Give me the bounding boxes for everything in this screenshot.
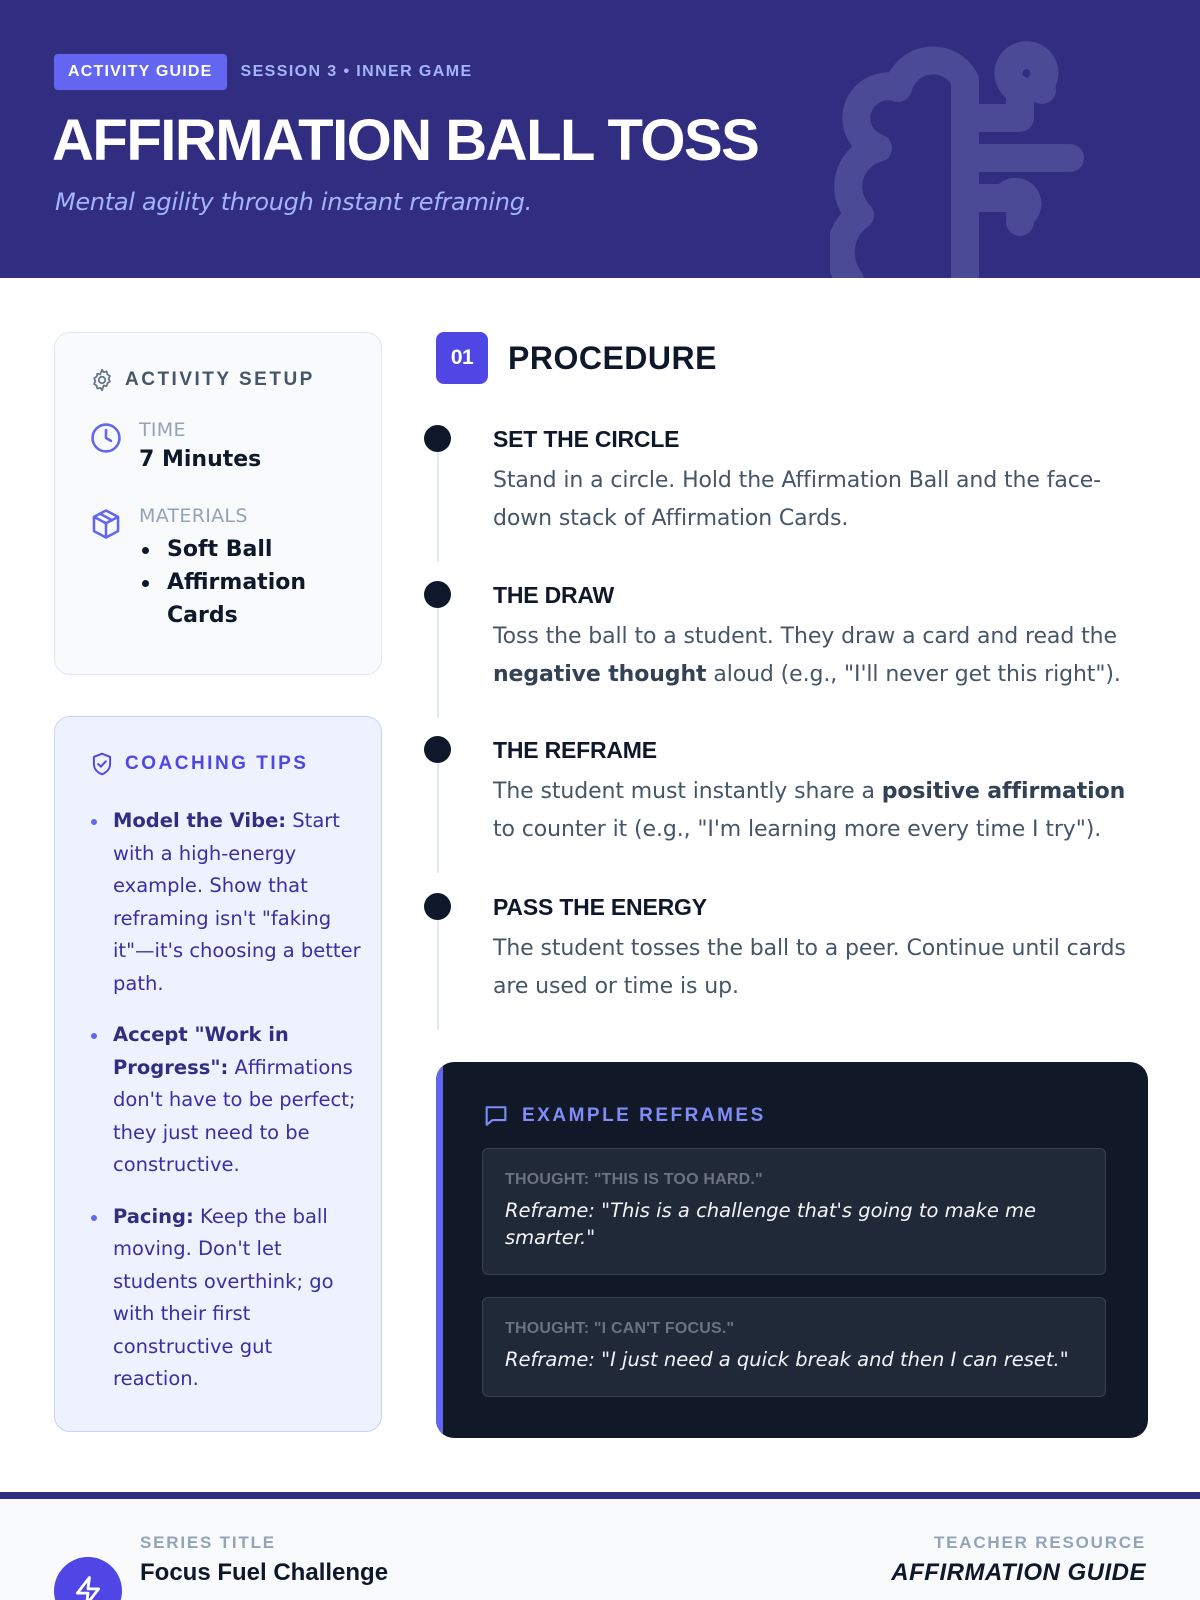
step-connector [437, 763, 439, 873]
step-body [493, 930, 1143, 1005]
resource-label: TEACHER RESOURCE [933, 1533, 1146, 1552]
tip-lead: Model the Vibe: [113, 809, 287, 832]
tip-text: Start with a high-energy example. Show that reframing isn't "faking it"—it's choosing a better path. [113, 809, 361, 995]
session-label: SESSION 3 • INNER GAME [240, 63, 473, 80]
page-subtitle: Mental agility through instant reframing. [55, 188, 532, 216]
materials-list [139, 533, 329, 632]
materials-item: Soft Ball [139, 533, 329, 566]
emphasis-text: positive affirmation [881, 779, 1126, 804]
example-thought: THOUGHT: "THIS IS TOO HARD." [505, 1171, 763, 1188]
time-row [89, 419, 261, 475]
brain-icon [830, 40, 1130, 278]
gear-icon [89, 367, 115, 393]
section-number-badge: 01 [436, 332, 488, 384]
lightning-icon-badge [54, 1557, 122, 1600]
series-label: SERIES TITLE [140, 1533, 276, 1552]
step-marker [424, 581, 451, 608]
examples-heading-label: EXAMPLE REFRAMES [522, 1105, 766, 1126]
step-body [493, 773, 1143, 848]
activity-guide-badge: ACTIVITY GUIDE [54, 54, 227, 90]
box-icon [89, 507, 123, 541]
step-title: PASS THE ENERGY [493, 894, 707, 920]
chat-bubble-icon [482, 1102, 510, 1130]
tip-text: Keep the ball moving. Don't let students overthink; go with their first constructive gut reaction. [113, 1204, 334, 1390]
step-marker [424, 893, 451, 920]
materials-label: MATERIALS [139, 505, 248, 527]
coaching-tip [91, 805, 361, 1000]
step-marker [424, 736, 451, 763]
coaching-tip [91, 1019, 361, 1182]
step-body [493, 462, 1143, 537]
lightning-icon [71, 1574, 105, 1600]
shield-check-icon [89, 751, 115, 777]
step-connector [437, 608, 439, 718]
body-text: Stand in a circle. Hold the Affirmation Ball and the face-down stack of Affirmation Cards. [493, 468, 1102, 531]
step-connector [437, 920, 439, 1030]
tip-lead: Pacing: [113, 1204, 194, 1228]
procedure-title: PROCEDURE [508, 339, 717, 376]
tip-lead: Accept "Work in Progress": [113, 1023, 289, 1079]
page-footer [0, 1492, 1200, 1600]
example-item [482, 1148, 1106, 1275]
example-reframe: Reframe: "This is a challenge that's going to make me smarter." [505, 1199, 1037, 1249]
series-block [140, 1533, 388, 1587]
step-title: SET THE CIRCLE [493, 426, 680, 452]
materials-item: Affirmation Cards [139, 566, 329, 632]
clock-icon [89, 421, 123, 455]
emphasis-text: negative thought [493, 661, 707, 687]
coaching-tips-card [54, 716, 382, 1432]
examples-heading [482, 1102, 766, 1130]
body-text: The student tosses the ball to a peer. Continue until cards are used or time is up. [493, 936, 1126, 999]
body-text: aloud (e.g., "I'll never get this right"). [706, 661, 1121, 687]
step-connector [437, 452, 439, 562]
panel-accent-bar [436, 1062, 443, 1438]
step-marker [424, 425, 451, 452]
coaching-heading [89, 751, 308, 777]
tip-text: Affirmations don't have to be perfect; they just need to be constructive. [113, 1055, 356, 1176]
example-thought: THOUGHT: "I CAN'T FOCUS." [505, 1320, 735, 1337]
materials-row [89, 505, 329, 632]
resource-block [891, 1533, 1146, 1587]
time-value: 7 Minutes [139, 447, 262, 472]
body-text: Toss the ball to a student. They draw a card and read the [493, 624, 1117, 649]
setup-heading-label: ACTIVITY SETUP [125, 369, 315, 390]
coaching-tips-list [91, 805, 361, 1415]
setup-heading [89, 367, 315, 393]
coaching-tip [91, 1201, 361, 1396]
step-title: THE DRAW [493, 582, 615, 608]
coaching-heading-label: COACHING TIPS [125, 753, 309, 774]
page-header [0, 0, 1200, 278]
time-label: TIME [139, 419, 186, 441]
body-text: to counter it (e.g., "I'm learning more every time I try"). [493, 816, 1102, 842]
header-eyebrow [54, 54, 473, 90]
resource-value: AFFIRMATION GUIDE [891, 1559, 1146, 1586]
step-title: THE REFRAME [493, 737, 657, 763]
page-title: AFFIRMATION BALL TOSS [52, 108, 759, 173]
body-text: The student must instantly share a [493, 779, 882, 804]
procedure-heading [436, 332, 717, 384]
example-item [482, 1297, 1106, 1397]
activity-setup-card [54, 332, 382, 675]
step-body [493, 618, 1143, 693]
series-value: Focus Fuel Challenge [140, 1559, 389, 1586]
example-reframes-panel [436, 1062, 1148, 1438]
example-reframe: Reframe: "I just need a quick break and then I can reset." [505, 1348, 1069, 1371]
